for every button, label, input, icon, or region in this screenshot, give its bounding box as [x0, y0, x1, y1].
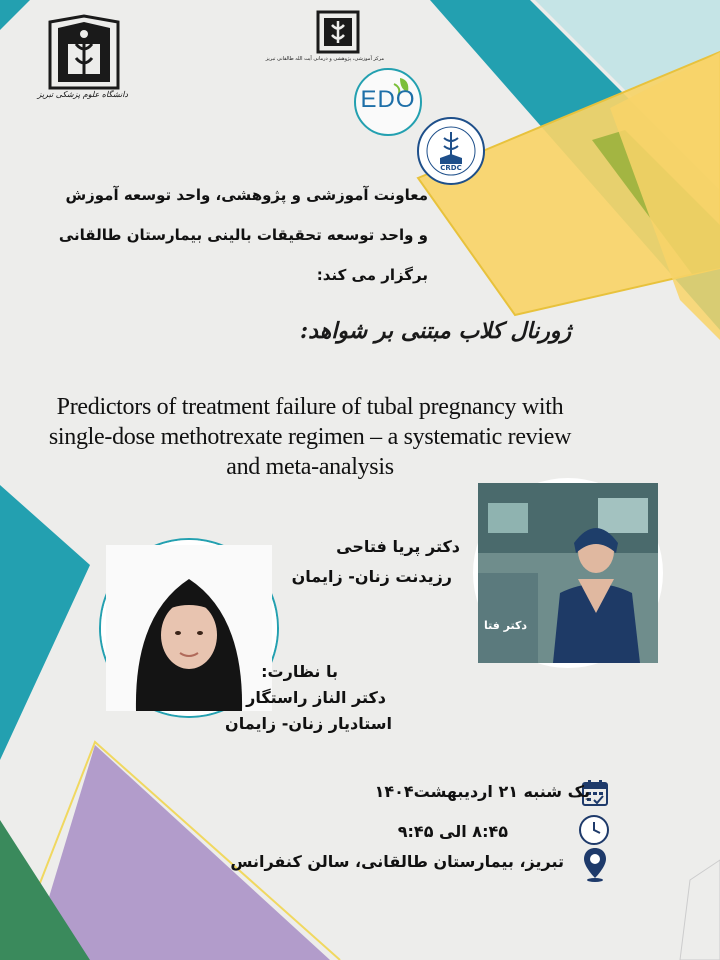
teal-left-triangle	[0, 485, 90, 760]
crdc-logo	[416, 116, 486, 186]
journal-club-heading: ژورنال کلاب مبتنی بر شواهد:	[300, 318, 572, 344]
outline-diamond	[680, 860, 720, 960]
university-logo	[37, 14, 128, 106]
university-caption: دانشگاه علوم پزشکی تبریز	[37, 90, 128, 99]
hospital-logo	[265, 10, 384, 72]
edo-label: EDO	[360, 86, 416, 113]
event-date: یک شنبه ۲۱ اردیبهشت۱۴۰۴	[374, 782, 590, 801]
supervisor-role: استادیار زنان- زایمان	[225, 714, 392, 733]
article-title-line-1: Predictors of treatment failure of tubal pregnancy with	[56, 394, 564, 420]
event-location: تبریز، بیمارستان طالقانی، سالن کنفرانس	[230, 852, 564, 871]
clock-icon	[578, 814, 610, 850]
teal-corner-triangle	[0, 0, 30, 30]
hospital-caption: مرکز آموزشی، پژوهشی و درمانی آیت الله طالقانی تبریز	[265, 56, 384, 62]
presenter-name: دکتر پریا فتاحی	[336, 537, 460, 556]
article-title-line-2: single-dose methotrexate regimen – a systematic review	[48, 424, 572, 450]
event-time: ۸:۴۵ الی ۹:۴۵	[397, 822, 508, 841]
presenter-photo	[473, 478, 663, 668]
supervisor-heading: با نظارت:	[261, 662, 338, 681]
crdc-label: CRDC	[440, 164, 462, 172]
presenter-photo-caption: دکتر فتا	[484, 619, 528, 632]
edo-logo	[352, 66, 424, 138]
location-pin-icon	[582, 846, 608, 886]
organizer-line-3: برگزار می کند:	[316, 266, 428, 284]
presenter-role: رزیدنت زنان- زایمان	[291, 567, 452, 586]
article-title	[20, 392, 600, 482]
organizer-line-1: معاونت آموزشی و پژوهشی، واحد توسعه آموزش	[65, 186, 428, 204]
supervisor-name: دکتر الناز راستگار	[246, 688, 386, 707]
organizer-line-2: و واحد توسعه تحقیقات بالینی بیمارستان طالقانی	[58, 226, 428, 244]
article-title-line-3: and meta-analysis	[226, 454, 394, 480]
